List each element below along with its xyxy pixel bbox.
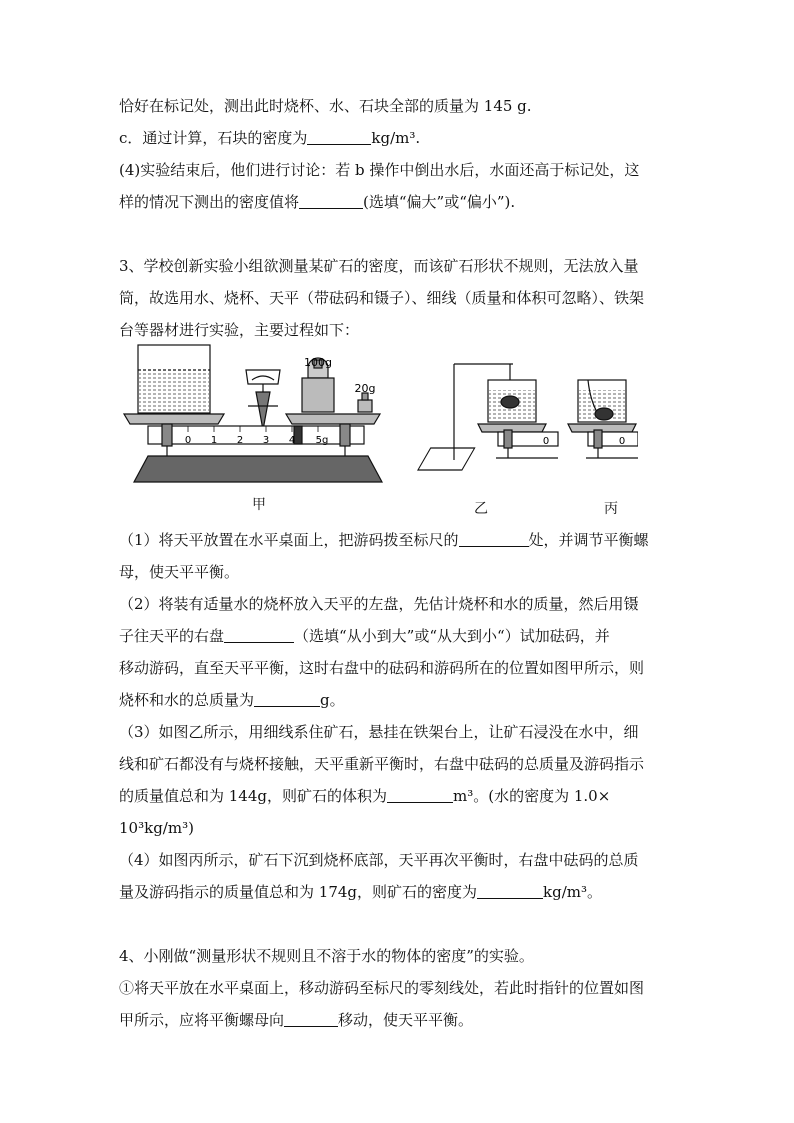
q3-step3 — [119, 786, 679, 806]
scale-tick-label: 3 — [262, 435, 270, 446]
scale-tick-label: 4 — [288, 435, 296, 446]
answer-blank[interactable] — [254, 691, 320, 707]
text-segment: (选填“偏大”或“偏小”). — [363, 193, 516, 211]
figure-label-yi: 乙 — [474, 501, 488, 517]
scale-tick-label: 1 — [210, 435, 218, 446]
weight-100g-label: 100g — [304, 356, 332, 369]
text-line: 台等器材进行实验，主要过程如下： — [119, 321, 360, 339]
balance-jia — [124, 345, 382, 482]
text-segment: c．通过计算，石块的密度为 — [119, 129, 308, 147]
q4-step1 — [119, 1010, 679, 1030]
answer-blank[interactable] — [284, 1011, 338, 1027]
text-segment: kg/m³. — [371, 129, 421, 147]
scale-tick-label: 0 — [184, 435, 192, 446]
text-segment: 量及游码指示的质量值总和为 174g，则矿石的密度为 — [119, 883, 478, 901]
answer-blank[interactable] — [299, 193, 363, 209]
answer-blank[interactable] — [387, 787, 453, 803]
text-segment: 处，并调节平衡螺 — [528, 531, 649, 549]
question-c — [119, 128, 679, 148]
text-segment: （选填“从小到大”或“从大到小“）试加砝码，并 — [294, 627, 610, 645]
rider-icon — [294, 426, 302, 444]
mini-scale-zero: 0 — [618, 436, 626, 447]
text-line: 3、学校创新实验小组欲测量某矿石的密度，而该矿石形状不规则，无法放入量 — [119, 257, 639, 275]
text-segment: g。 — [320, 691, 345, 709]
mini-scale-zero: 0 — [542, 436, 550, 447]
apparatus-diagram — [118, 340, 638, 520]
text-segment: 样的情况下测出的密度值将 — [119, 193, 300, 211]
text-line: （4）如图丙所示，矿石下沉到烧杯底部，天平再次平衡时，右盘中砝码的总质 — [119, 851, 639, 869]
setup-bing — [568, 380, 638, 458]
weight-20g-label: 20g — [354, 382, 376, 395]
figure-label-bing: 丙 — [604, 501, 618, 517]
text-segment: 子往天平的右盘 — [119, 627, 225, 645]
text-line: (4)实验结束后，他们进行讨论：若 b 操作中倒出水后，水面还高于标记处，这 — [119, 161, 640, 179]
text-line: 10³kg/m³) — [119, 819, 194, 837]
question-4-line2 — [119, 192, 679, 212]
answer-blank[interactable] — [307, 129, 371, 145]
text-segment: kg/m³。 — [543, 883, 602, 901]
text-line: 恰好在标记处，测出此时烧杯、水、石块全部的质量为 145 g. — [119, 97, 532, 115]
figure-label-jia: 甲 — [252, 497, 266, 513]
text-line: 4、小刚做“测量形状不规则且不溶于水的物体的密度”的实验。 — [119, 947, 534, 965]
text-line: 移动游码，直至天平平衡，这时右盘中的砝码和游码所在的位置如图甲所示，则 — [119, 659, 645, 677]
text-line: （3）如图乙所示，用细线系住矿石，悬挂在铁架台上，让矿石浸没在水中，细 — [119, 723, 639, 741]
q3-step4 — [119, 882, 679, 902]
answer-blank[interactable] — [459, 531, 529, 547]
stone-icon — [595, 408, 613, 420]
pointer-icon — [256, 392, 270, 430]
text-segment: 甲所示，应将平衡螺母向 — [119, 1011, 285, 1029]
scale-tick-label: 2 — [236, 435, 244, 446]
text-line: 线和矿石都没有与烧杯接触，天平重新平衡时，右盘中砝码的总质量及游码指示 — [119, 755, 645, 773]
beam-scale — [148, 426, 364, 444]
text-line: ①将天平放在水平桌面上，移动游码至标尺的零刻线处，若此时指针的位置如图 — [119, 979, 645, 997]
q3-step2-answer — [119, 690, 679, 710]
text-segment: 移动，使天平平衡。 — [338, 1011, 474, 1029]
q3-step2 — [119, 626, 679, 646]
stone-icon — [501, 396, 519, 408]
weight-20g-icon — [358, 400, 372, 412]
water-fill — [139, 370, 209, 412]
text-segment: m³。(水的密度为 1.0× — [453, 787, 611, 805]
text-segment: 烧杯和水的总质量为 — [119, 691, 255, 709]
apparatus-figure — [118, 340, 638, 520]
answer-blank[interactable] — [477, 883, 543, 899]
answer-blank[interactable] — [224, 627, 294, 643]
text-line: 筒，故选用水、烧杯、天平（带砝码和镊子）、细线（质量和体积可忽略）、铁架 — [119, 289, 645, 307]
text-segment: （1）将天平放置在水平桌面上，把游码拨至标尺的 — [119, 531, 459, 549]
setup-yi — [418, 364, 558, 470]
q3-step1 — [119, 530, 679, 550]
text-segment: 的质量值总和为 144g，则矿石的体积为 — [119, 787, 388, 805]
text-line: 母，使天平平衡。 — [119, 563, 240, 581]
text-line: （2）将装有适量水的烧杯放入天平的左盘，先估计烧杯和水的质量，然后用镊 — [119, 595, 639, 613]
scale-tick-label: 5g — [315, 435, 329, 446]
